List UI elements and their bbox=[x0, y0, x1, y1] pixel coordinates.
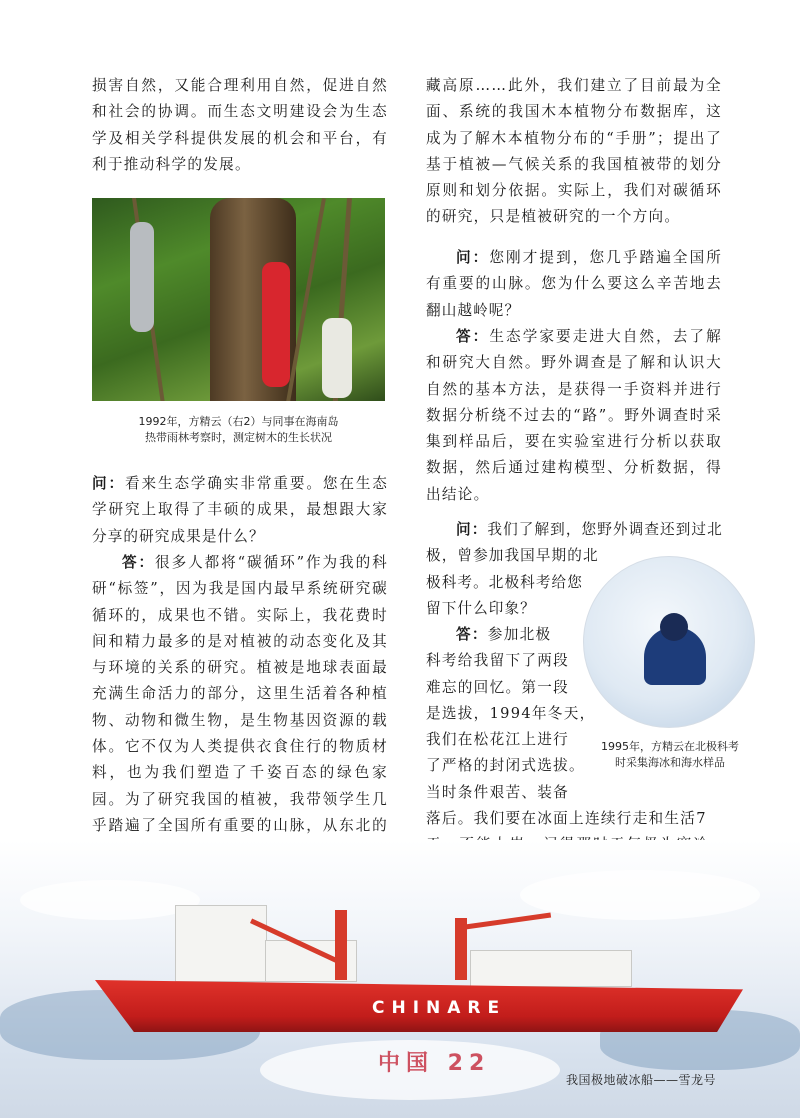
ship-caption: 我国极地破冰船——雪龙号 bbox=[566, 1073, 717, 1087]
answer-text: 生态学家要走进大自然，去了解和研究大自然。野外调查是了解和认识大自然的基本方法，是获得一手资料并进行数据分析绕不过去的“路”。野外调查时采集到样品后，要在实验室进行分析以获取数据，然后通过建构模型、分析数据，得出结论。 bbox=[426, 328, 723, 503]
answer-4-line: 落后。我们要在冰面上连续行走和生活7 bbox=[426, 810, 707, 828]
person-red bbox=[262, 262, 290, 387]
rainforest-photo bbox=[92, 198, 385, 401]
question-4-line: 极科考。北极科考给您 bbox=[426, 573, 583, 591]
ship-bridge bbox=[175, 905, 267, 982]
answer-text: 很多人都将“碳循环”作为我的科研“标签”，因为我是国内最早系统研究碳循环的，成果也不错。实际上，我花费时间和精力最多的是对植被的动态变化及其与环境的关系的研究。植被是地球表面最充满生命活力的部分，这里生活着各种植物、动物和微生物，是生物基因资源的载体。它不仅为人类提供衣食住行的物质材料，也为我们塑造了千姿百态的绿色家园。为了研究我国的植被，我带领学生几乎踏遍了全国所有重要的山脉，从东北的 bbox=[92, 554, 388, 834]
answer-text: 参加北极 bbox=[487, 626, 552, 643]
ice-floe bbox=[520, 870, 760, 920]
question-4-line: 极，曾参加我国早期的北 bbox=[426, 547, 599, 565]
question-4-line bbox=[426, 517, 726, 543]
answer-4-line: 是选拔，1994年冬天， bbox=[426, 704, 596, 722]
bow-number: 中国 22 bbox=[378, 1051, 491, 1076]
caption-line: 热带雨林考察时，测定树木的生长状况 bbox=[145, 431, 332, 444]
answer-4-line: 了严格的封闭式选拔。 bbox=[426, 757, 585, 775]
hull-name: CHINARE bbox=[372, 998, 507, 1018]
caption-line: 1992年，方精云（右2）与同事在海南岛 bbox=[138, 415, 339, 428]
person-white bbox=[322, 318, 352, 398]
left-paragraph-1: 损害自然，又能合理利用自然，促进自然和社会的协调。而生态文明建设会为生态学及相关学科提供发展的机会和平台，有利于推动科学的发展。 bbox=[92, 77, 388, 173]
right-paragraph-1: 藏高原……此外，我们建立了目前最为全面、系统的我国木本植物分布数据库，这成为了解木本植物分布的“手册”；提出了基于植被—气候关系的我国植被带的划分原则和划分依据。实际上，我们对碳循环的研究，只是植被研究的一个方向。 bbox=[426, 77, 722, 226]
answer-4-line: 我们在松花江上进行 bbox=[426, 731, 570, 749]
ice-floe bbox=[20, 880, 200, 920]
answer-4-line: 科考给我留下了两段 bbox=[426, 652, 570, 670]
question-text: 看来生态学确实非常重要。您在生态学研究上取得了丰硕的成果，最想跟大家分享的研究成果是什么？ bbox=[92, 475, 388, 545]
answer-lead: 答： bbox=[456, 328, 490, 345]
question-4-line: 留下什么印象？ bbox=[426, 599, 536, 617]
question-3 bbox=[426, 245, 722, 324]
person-climbing bbox=[130, 222, 154, 332]
answer-4-line bbox=[426, 622, 726, 648]
answer-3 bbox=[426, 324, 722, 508]
question-lead: 问： bbox=[92, 475, 125, 492]
ship-aft-deck bbox=[470, 950, 632, 987]
question-lead: 问： bbox=[456, 521, 488, 538]
ship-crane-post bbox=[335, 910, 347, 980]
answer-2 bbox=[92, 550, 388, 866]
caption-line: 1995年，方精云在北极科考 bbox=[601, 740, 739, 753]
question-lead: 问： bbox=[456, 249, 490, 266]
answer-lead: 答： bbox=[122, 554, 156, 571]
answer-4-line: 当时条件艰苦、装备 bbox=[426, 783, 570, 801]
question-text: 我们了解到，您野外调查还到过北 bbox=[487, 521, 723, 538]
question-text: 您刚才提到，您几乎踏遍全国所有重要的山脉。您为什么要这么辛苦地去翻山越岭呢？ bbox=[426, 249, 722, 319]
answer-lead: 答： bbox=[456, 626, 488, 643]
caption-line: 时采集海冰和海水样品 bbox=[615, 756, 725, 769]
rainforest-caption bbox=[92, 414, 385, 446]
answer-4-line: 难忘的回忆。第一段 bbox=[426, 678, 570, 696]
question-2 bbox=[92, 471, 388, 550]
